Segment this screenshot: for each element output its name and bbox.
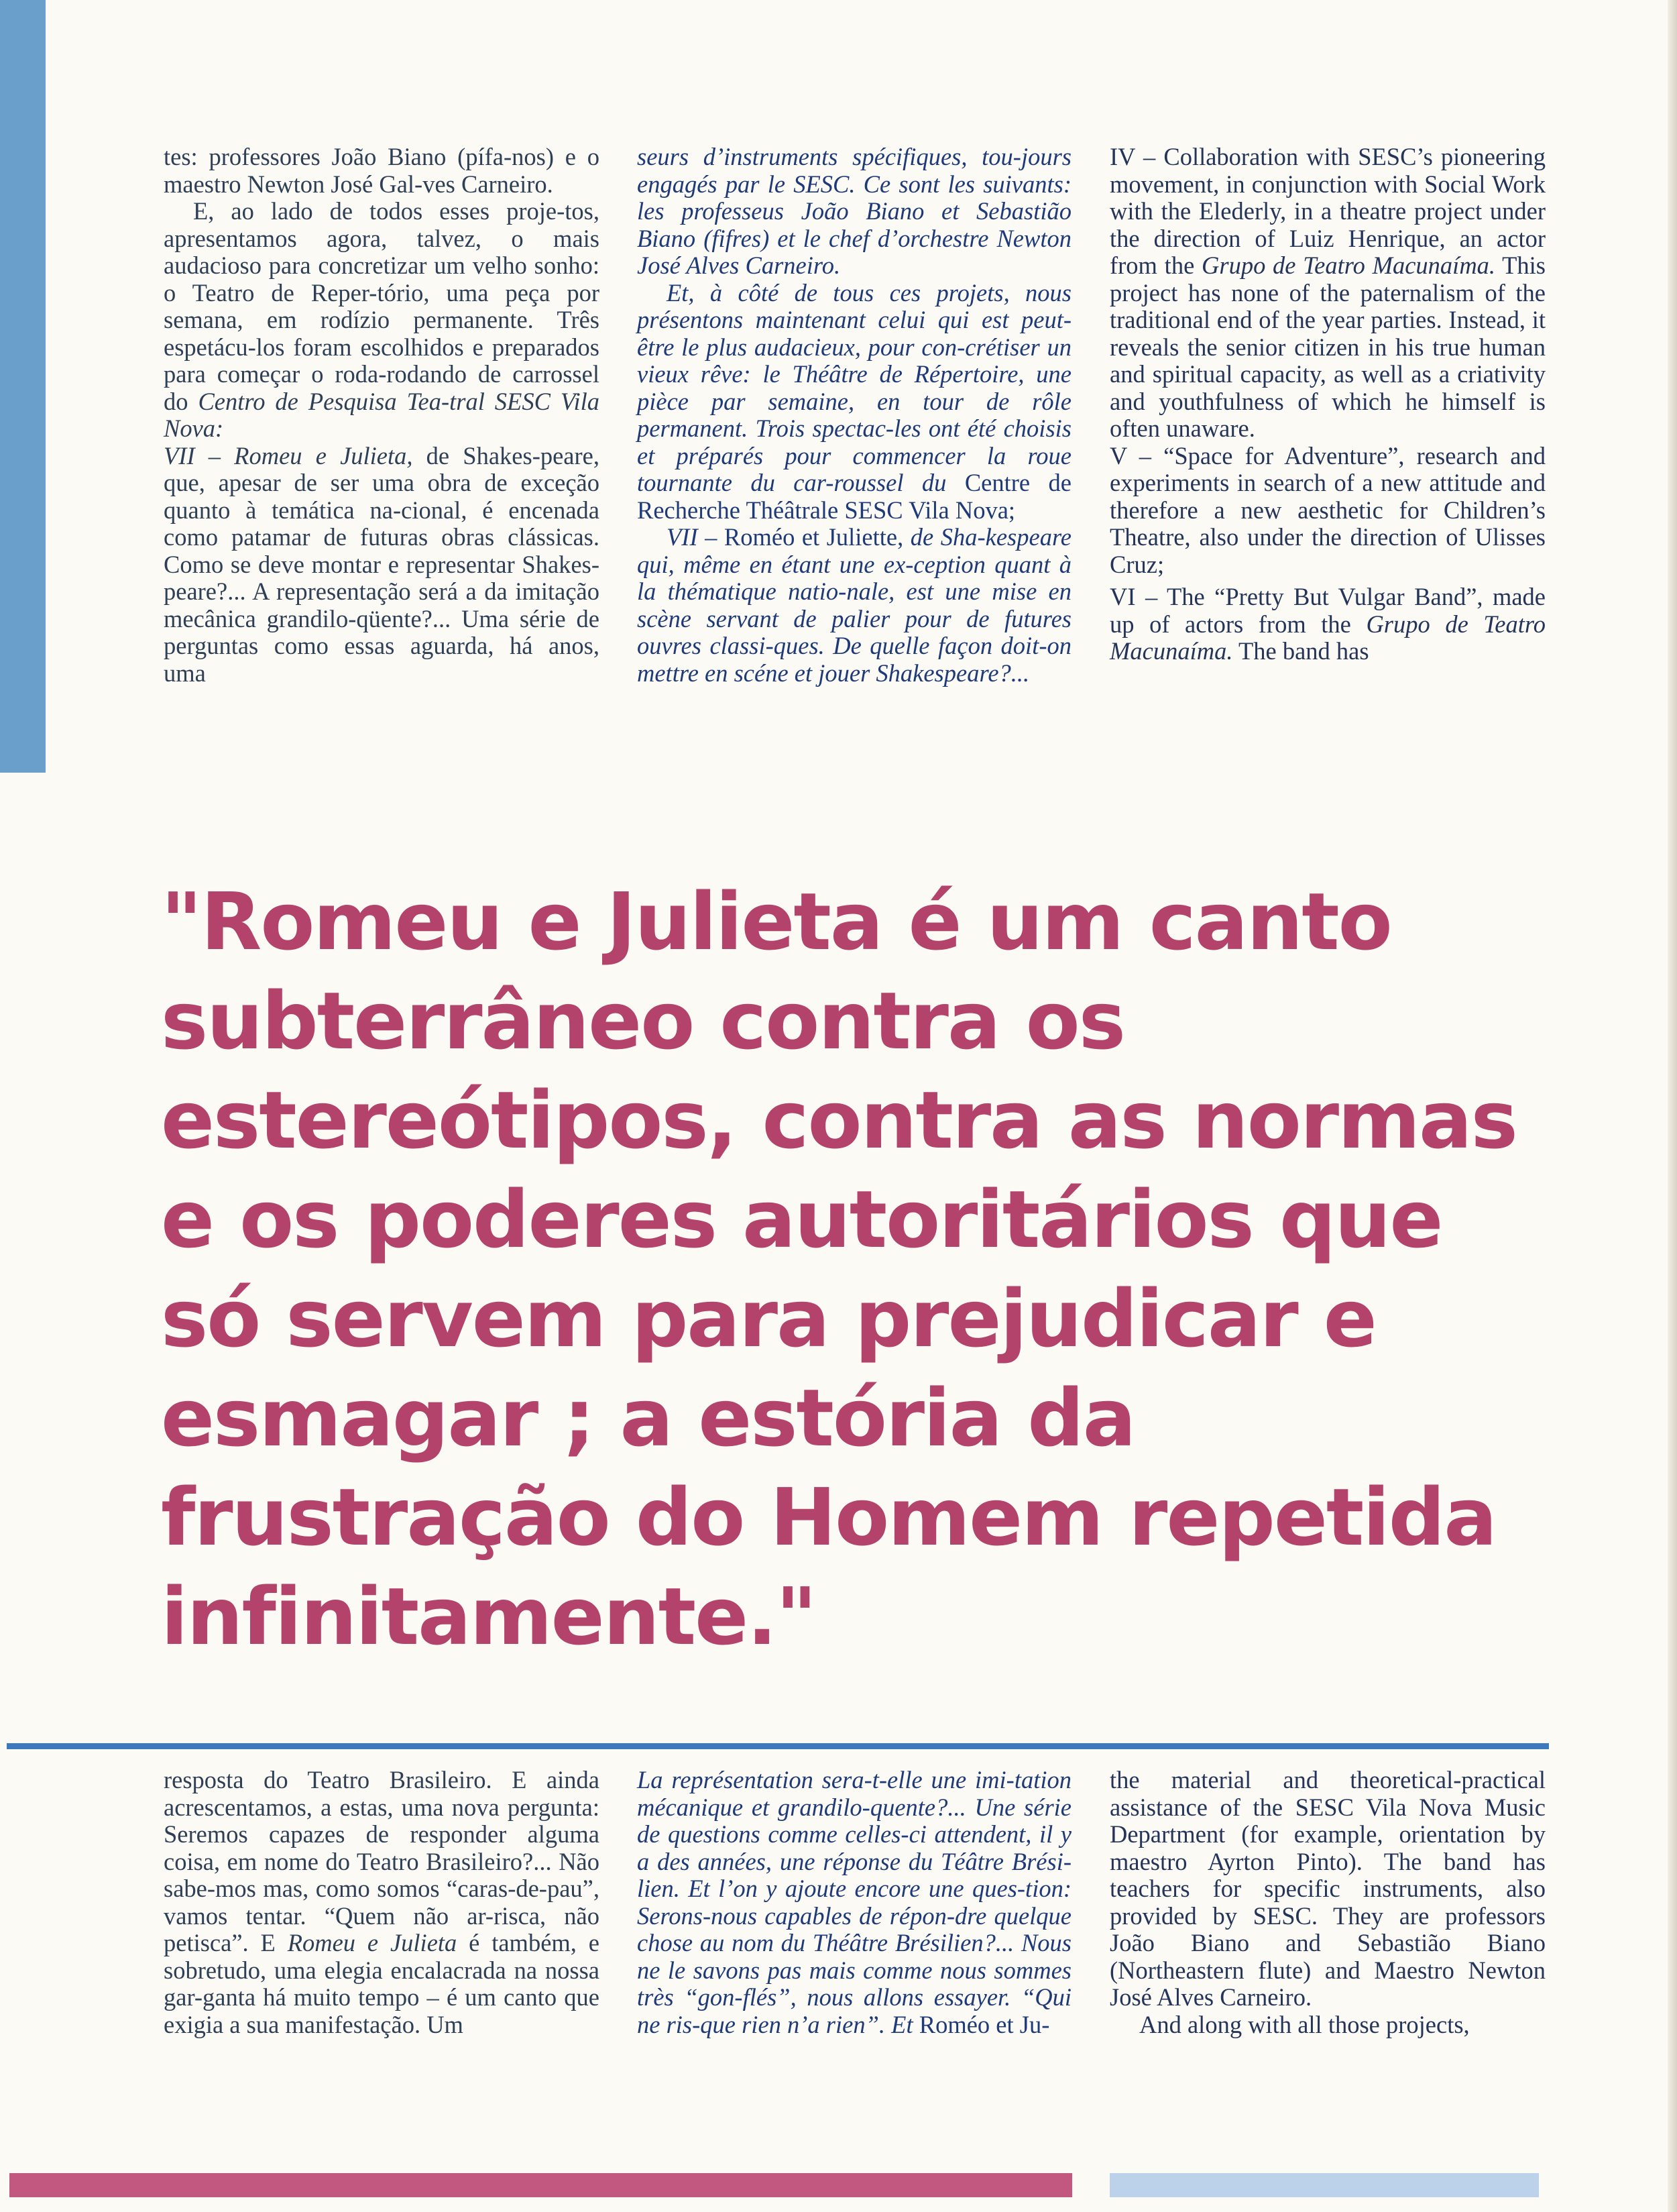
quote-line: frustração do Homem repetida: [161, 1471, 1496, 1563]
side-color-tab: [0, 0, 46, 773]
paragraph: IV – Collaboration with SESC’s pioneering movement, in conjunction with Social Work with the Elederly, in a theatre project under the direction of Luiz Henrique, an actor from the Grupo de Teatro Macunaíma. This project has none of the paternalism of the traditional end of the year parties. Instead, it reveals the senior citizen in his true human and spiritual capacity, as well as a criativity and youthfulness of which he himself is often unaware.: [1110, 143, 1546, 442]
quote-line: subterrâneo contra os: [161, 975, 1124, 1067]
bottom-column-portuguese: [164, 1767, 599, 2038]
quote-line: infinitamente.": [161, 1570, 816, 1663]
bottom-column-english: [1110, 1767, 1546, 2038]
footer-bar: [1110, 2173, 1539, 2197]
paragraph: VII – Romeu e Julieta, de Shakes-peare, que, apesar de ser uma obra de exceção quanto à temática na-cional, é encenada como patamar de futuras obras clássicas. Como se deve montar e representar Shakes-peare?... A representação será a da imitação mecânica grandilo-qüente?... Uma série de perguntas como essas aguarda, há anos, uma: [164, 441, 599, 687]
paragraph: VI – The “Pretty But Vulgar Band”, made up of actors from the Grupo de Teatro Macunaíma. The band has: [1110, 583, 1546, 665]
quote-line: estereótipos, contra as normas: [161, 1074, 1517, 1166]
top-column-english: [1110, 144, 1546, 665]
quote-line: só servem para prejudicar e: [161, 1272, 1376, 1365]
paragraph: seurs d’instruments spécifiques, tou-jours engagés par le SESC. Ce sont les suivants: les professeus João Biano et Sebastião Biano (fifres) et le chef d’orchestre Newton José Alves Carneiro.: [637, 143, 1072, 279]
pull-quote: [161, 872, 1582, 1666]
paragraph: resposta do Teatro Brasileiro. E ainda acrescentamos, a estas, uma nova pergunta: Seremos capazes de responder alguma coisa, em nome do Teatro Brasileiro?... Não sabe-mos mas, como somos “caras-de-pau”, vamos tentar. “Quem não ar-risca, não petisca”. E Romeu e Julieta é também, e sobretudo, uma elegia encalacrada na nossa gar-ganta há muito tempo – é um canto que exigia a sua manifestação. Um: [164, 1766, 599, 2038]
top-column-portuguese: [164, 144, 599, 687]
divider-rule: [7, 1743, 1549, 1749]
paragraph: tes: professores João Biano (pífa-nos) e o maestro Newton José Gal-ves Carneiro.: [164, 143, 599, 198]
paragraph: Et, à côté de tous ces projets, nous présentons maintenant celui qui est peut-être le plus audacieux, pour con-crétiser un vieux rêve: le Théâtre de Répertoire, une pièce par semaine, en tour de rôle permanent. Trois spectac-les ont été choisis et préparés pour commencer la roue tournante du car-roussel du Centre de Recherche Théâtrale SESC Vila Nova;: [637, 278, 1072, 524]
paragraph: La représentation sera-t-elle une imi-tation mécanique et grandilo-quente?... Une série de questions comme celles-ci attendent, il y a des années, une réponse du Téâtre Brési-lien. Et l’on y ajoute encore une ques-tion: Serons-nous capables de répon-dre quelque chose au nom du Théâtre Brésilien?... Nous ne le savons pas mais comme nous sommes très “gon-flés”, nous allons essayer. “Qui ne ris-que rien n’a rien”. Et Roméo et Ju-: [637, 1766, 1072, 2038]
paragraph: VII – Roméo et Juliette, de Sha-kespeare qui, même en étant une ex-ception quant à la thématique natio-nale, est une mise en scène servant de palier pour de futures ouvres classi-ques. De quelle façon doit-on mettre en scéne et jouer Shakespeare?...: [637, 523, 1072, 687]
footer-bar: [9, 2173, 1072, 2197]
top-column-french: [637, 144, 1072, 687]
quote-line: "Romeu e Julieta é um canto: [161, 875, 1391, 968]
paragraph: the material and theoretical-practical assistance of the SESC Vila Nova Music Department (for example, orientation by maestro Ayrton Pinto). The band has teachers for specific instruments, also provided by SESC. They are professors João Biano and Sebastião Biano (Northeastern flute) and Maestro Newton José Alves Carneiro.: [1110, 1766, 1546, 2011]
paragraph: E, ao lado de todos esses proje-tos, apresentamos agora, talvez, o mais audacioso para concretizar um velho sonho: o Teatro de Reper-tório, uma peça por semana, em rodízio permanente. Três espetácu-los foram escolhidos e preparados para começar o roda-rodando de carrossel do Centro de Pesquisa Tea-tral SESC Vila Nova:: [164, 197, 599, 442]
paragraph: V – “Space for Adventure”, research and experiments in search of a new attitude and therefore a new aesthetic for Children’s Theatre, also under the direction of Ulisses Cruz;: [1110, 441, 1546, 578]
quote-line: e os poderes autoritários que: [161, 1173, 1442, 1266]
page-edge: [1668, 0, 1677, 2212]
bottom-column-french: [637, 1767, 1072, 2038]
paragraph: And along with all those projects,: [1139, 2010, 1470, 2038]
quote-line: esmagar ; a estória da: [161, 1372, 1135, 1464]
